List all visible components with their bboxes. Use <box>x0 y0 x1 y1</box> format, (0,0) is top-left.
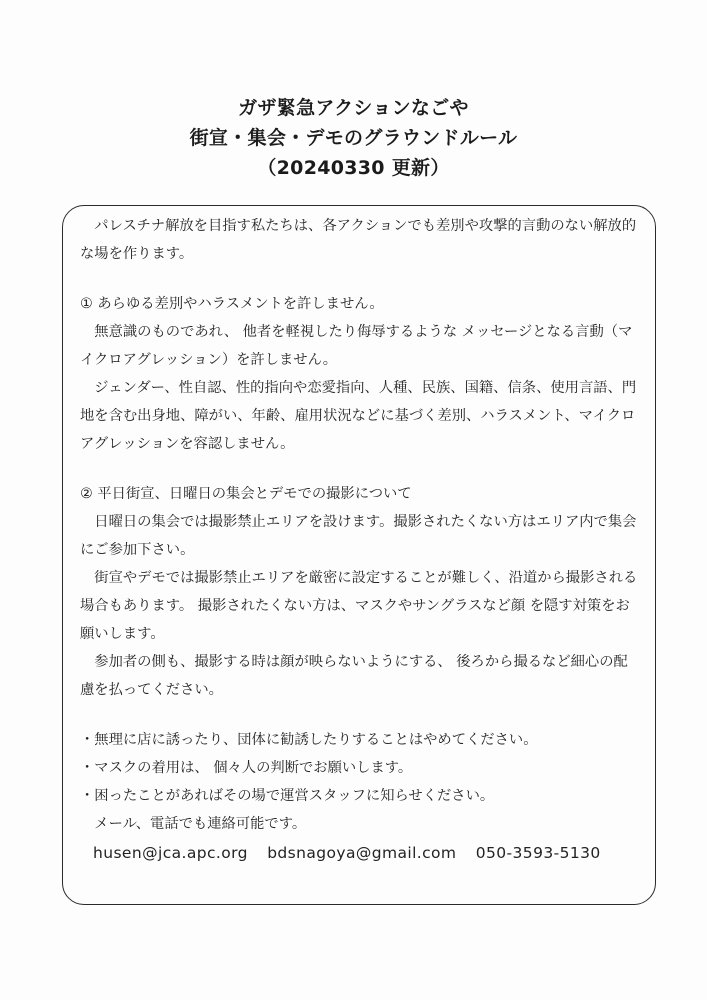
contact-email-husen: husen@jca.apc.org <box>93 844 248 862</box>
contact-note: メール、電話でも連絡可能です。 <box>94 816 307 832</box>
section1-paragraph-2: ジェンダー、性自認、性的指向や恋愛指向、人種、民族、国籍、信条、使用言語、門地を含む出身地、障がい、年齢、雇用状況などに基づく差別、ハラスメント、マイクロアグレッションを容認しません。 <box>80 380 637 452</box>
section2-paragraph-3: 参加者の側も、撮影する時は顔が映らないようにする、 後ろから撮るなど細心の配慮を払ってください。 <box>80 654 628 698</box>
rules-content <box>80 212 640 868</box>
contact-line <box>80 838 640 868</box>
section1-heading: ① あらゆる差別やハラスメントを許しません。 <box>80 296 384 312</box>
section2-heading: ② 平日街宣、日曜日の集会とデモでの撮影について <box>80 486 412 502</box>
document-header <box>0 93 707 183</box>
contact-phone: 050-3593-5130 <box>475 844 601 862</box>
section1-paragraph-1: 無意識のものであれ、 他者を軽視したり侮辱するような メッセージとなる言動（マイクロアグレッション）を許しません。 <box>80 324 633 368</box>
section2-paragraph-2: 街宣やデモでは撮影禁止エリアを厳密に設定することが難しく、沿道から撮影される場合もあります。 撮影されたくない方は、マスクやサングラスなど顔 を隠す対策をお願いします。 <box>80 570 638 642</box>
title-update-date: （20240330 更新） <box>257 157 450 179</box>
title-organization: ガザ緊急アクションなごや <box>238 97 469 119</box>
bullet-item: ・困ったことがあればその場で運営スタッフに知らせください。 <box>80 788 495 804</box>
section2-paragraph-1: 日曜日の集会では撮影禁止エリアを設けます。撮影されたくない方はエリア内で集会にご参加下さい。 <box>80 514 637 558</box>
intro-paragraph: パレスチナ解放を目指す私たちは、各アクションでも差別や攻撃的言動のない解放的な場を作ります。 <box>80 218 637 262</box>
spacer <box>80 704 640 726</box>
spacer <box>80 268 640 290</box>
title-ground-rules: 街宣・集会・デモのグラウンドルール <box>189 127 518 149</box>
contact-email-bdsnagoya: bdsnagoya@gmail.com <box>267 844 457 862</box>
bullet-item: ・マスクの着用は、 個々人の判断でお願いします。 <box>80 760 413 776</box>
bullet-item: ・無理に店に誘ったり、団体に勧誘したりすることはやめてください。 <box>80 732 538 748</box>
spacer <box>80 458 640 480</box>
